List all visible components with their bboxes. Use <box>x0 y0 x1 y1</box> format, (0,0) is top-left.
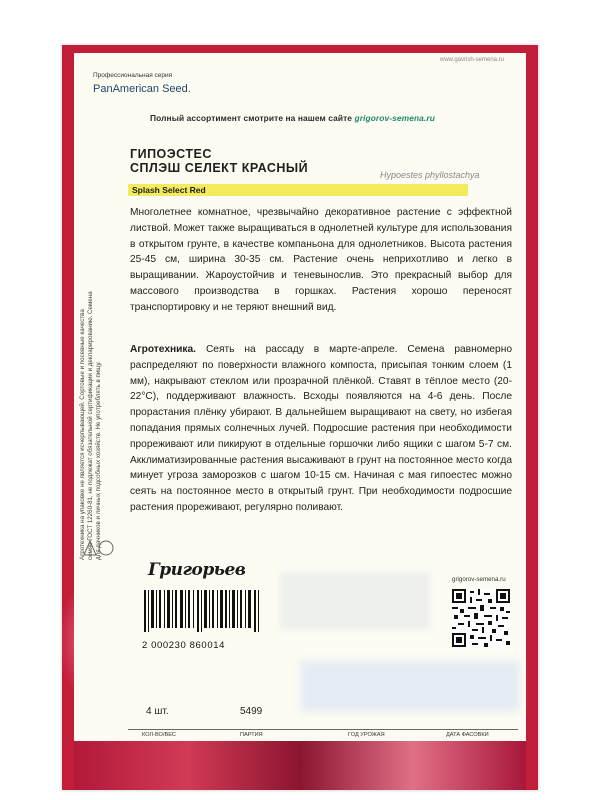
agrotechnics-text: Сеять на рассаду в марте-апреле. Семена равномерно распределяют по поверхности влажного компоста, присыпая тонким слоем (1 мм), накрывают стеклом или прозрачной плёнкой. Ставят в тёплое место (20-22°С), поддерживают влажность. Всходы появляются на 4-6 день. После прорастания плёнку убирают. В дальнейшем выращивают на свету, но избегая попадания прямых солнечных лучей. Подросшие растения при необходимости прореживают или пикируют в отдельные горшочки либо ящики с шагом 5-7 см. Акклиматизированные растения высаживают в грунт на постоянное место когда минует угроза заморозков с шагом 10-15 см. Начиная с мая гипоестес можно сеять на постоянное место в открытый грунт. При необходимости подросшие растения прореживают, регулярно поливают. <box>130 344 512 513</box>
qr-code[interactable] <box>452 589 510 647</box>
footer-quantity-label: КОЛ-ВО/ВЕС <box>142 732 176 738</box>
side-legal-note: Агротехника на упаковке не является исчерпывающей. Сортовые и посевные качества семян ГОСТ 12260-81, не подлежат обязательной сертификации и декларированию. Семена для дачников и личных подсобных хозяйств. Не употреблять в пищу. <box>79 291 102 560</box>
barcode <box>142 590 260 632</box>
promo-line <box>150 113 435 123</box>
footer-divider <box>128 729 518 730</box>
bottom-leaf-pattern <box>74 741 526 790</box>
lot-number: 5499 <box>240 706 263 717</box>
blurred-stamp <box>300 660 520 712</box>
promo-text: Полный ассортимент смотрите на нашем сайте <box>150 113 355 123</box>
product-description: Многолетнее комнатное, чрезвычайно декоративное растение с эффектной листвой. Может также выращиваться в однолетней культуре для использования в открытом грунте, в качестве компаньона для однолетников. Высота растения 25-45 см, ширина 30-35 см. Растение очень неприхотливо и легко в выращивании. Жароустойчив и теневынослив. Это прекрасный выбор для массового производства в горшках. Растения хорошо переносят транспортировку и не теряют внешний вид. <box>130 207 512 313</box>
latin-name: Hypoestes phyllostachya <box>380 170 480 180</box>
barcode-number: 2 000230 860014 <box>142 640 225 651</box>
brand-signature: Григорьев <box>148 560 246 580</box>
variety-name: Splash Select Red <box>132 185 206 195</box>
footer-batch-label: ПАРТИЯ <box>240 732 263 738</box>
qr-site-label: grigorov-semena.ru <box>452 576 506 583</box>
product-name-line1: ГИПОЭСТЕС <box>130 147 212 161</box>
blurred-label <box>280 572 430 630</box>
footer-harvest-year-label: ГОД УРОЖАЯ <box>348 732 385 738</box>
product-title <box>130 147 308 175</box>
promo-link[interactable]: grigorov-semena.ru <box>354 113 435 123</box>
footer-packing-date-label: ДАТА ФАСОВКИ <box>446 732 489 738</box>
top-site-label: www.gavrish-semena.ru <box>440 57 505 63</box>
agrotechnics-heading: Агротехника. <box>130 344 196 355</box>
series-label: Профессиональная серия <box>93 72 173 79</box>
product-name-line2: СПЛЭШ СЕЛЕКТ КРАСНЫЙ <box>130 161 309 175</box>
agrotechnics-section <box>130 342 512 516</box>
seed-count: 4 шт. <box>146 706 169 717</box>
brand-logo: PanAmerican Seed. <box>93 83 191 95</box>
recycle-icon <box>78 535 114 563</box>
